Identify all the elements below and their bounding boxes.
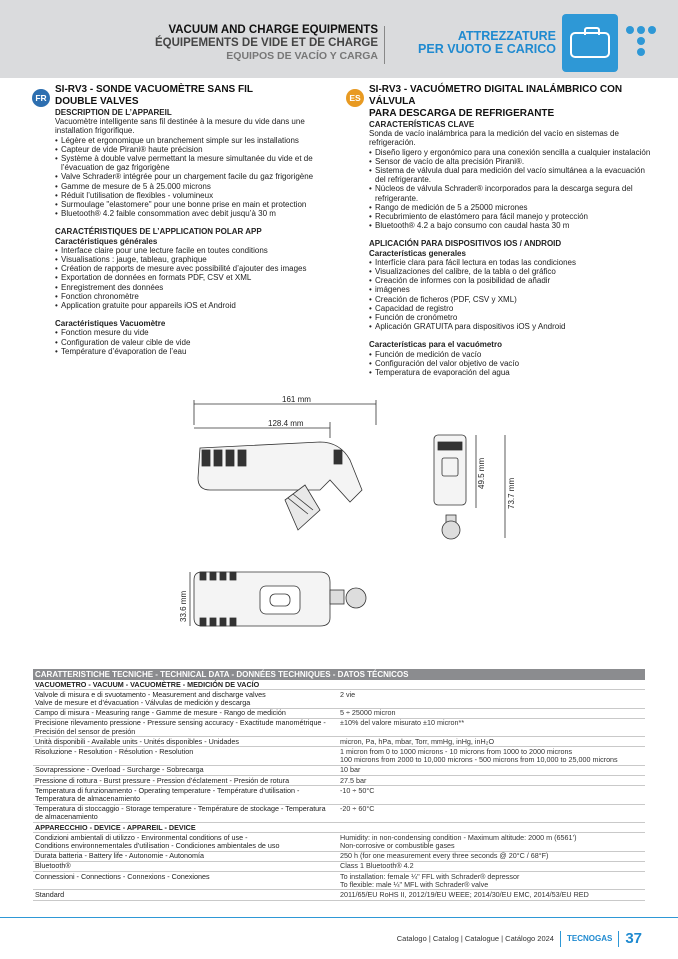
list-item: • Función de medición de vacío <box>369 350 657 359</box>
table-value: 1 micron from 0 to 1000 microns - 10 microns from 1000 to 2000 microns 100 microns from 2000 to 10,000 microns - 500 microns from 10,000 to 25,000 microns <box>340 746 618 765</box>
device-connector <box>285 485 320 530</box>
fr-subheading-general: Caractéristiques générales <box>55 236 158 246</box>
device-top-knob <box>346 588 366 608</box>
table-row <box>33 776 645 786</box>
table-value: 250 h (for one measurement every three seconds @ 20°C / 68°F) <box>340 851 549 861</box>
table-value: micron, Pa, hPa, mbar, Torr, mmHg, inHg, inH₂O <box>340 736 495 746</box>
es-intro: Sonda de vacío inalámbrica para la medición del vacío en sistemas de refrigeración. <box>369 129 619 148</box>
fr-heading-app: CARACTÉRISTIQUES DE L’APPLICATION POLAR APP <box>55 227 262 237</box>
list-item: • Interfície clara para fácil lectura en todas las condiciones <box>369 258 657 267</box>
table-value: 2 vie <box>340 689 356 699</box>
list-item: • Interface claire pour une lecture facile en toutes conditions <box>55 246 333 255</box>
list-item: • Visualisations : jauge, tableau, graphique <box>55 255 333 264</box>
list-item: • Función de cronómetro <box>369 313 657 322</box>
dim-label-73: 73.7 mm <box>507 477 516 509</box>
fr-title-line1: SI-RV3 - SONDE VACUOMÈTRE SANS FIL <box>55 84 253 95</box>
list-item: • Fonction chronomètre <box>55 292 333 301</box>
table-body <box>33 680 645 901</box>
device-top-button <box>260 586 300 614</box>
table-row <box>33 690 645 708</box>
es-feature-list <box>369 148 657 231</box>
table-value: -20 ÷ 60°C <box>340 804 375 814</box>
list-item: • Bluetooth® 4.2 a bajo consumo con caudal hasta 30 m <box>369 221 657 230</box>
fr-language-badge: FR <box>32 89 50 107</box>
list-item: • Exportation de données en formats PDF, CSV et XML <box>55 273 333 282</box>
brand-dots-icon <box>626 26 666 66</box>
list-item: • Aplicación GRATUITA para dispositivos iOS y Android <box>369 322 657 331</box>
table-key: Temperatura di funzionamento - Operating temperature - Température d’utilisation - Temperatura de almacenamiento <box>35 785 300 803</box>
product-technical-drawing <box>180 390 550 650</box>
page-number: 37 <box>625 930 642 947</box>
table-key: Valvole di misura e di svuotamento - Measurement and discharge valves Valve de mesure et d’évacuation - Válvulas de medición y descarga <box>35 689 266 707</box>
footer-catalog: Catalogo | Catalog | Catalogue | Catálogo 2024 <box>396 934 554 943</box>
dim-label-33: 33.6 mm <box>179 590 188 622</box>
es-heading-app: APLICACIÓN PARA DISPOSITIVOS IOS / ANDROID <box>369 239 562 249</box>
table-row <box>33 833 645 851</box>
briefcase-icon <box>562 14 618 72</box>
list-item: • Système à double valve permettant la mesure simultanée du vide et de l’évacuation de gaz frigorigène <box>55 154 333 172</box>
es-app-list <box>369 258 657 332</box>
header-it-line2: PER VUOTO E CARICO <box>418 42 556 56</box>
table-value: -10 ÷ 50°C <box>340 785 375 795</box>
device-front-knob <box>442 521 460 539</box>
table-row <box>33 805 645 823</box>
table-row <box>33 890 645 900</box>
table-value: 2011/65/EU RoHS II, 2012/19/EU WEEE; 2014/30/EU EMC, 2014/53/EU RED <box>340 889 589 899</box>
es-subheading-general: Características generales <box>369 248 466 258</box>
list-item: • Temperatura de evaporación del agua <box>369 368 657 377</box>
list-item: • Capteur de vide Pirani® haute précision <box>55 145 333 154</box>
list-item: • Application gratuite pour appareils iOS et Android <box>55 301 333 310</box>
fr-app-list <box>55 246 333 310</box>
fr-intro: Vacuomètre intelligente sans fil destinée à la mesure du vide dans une installation frigorifique. <box>55 117 305 136</box>
table-group-row <box>33 680 645 690</box>
fr-title-line2: DOUBLE VALVES <box>55 96 139 107</box>
table-value: 10 bar <box>340 765 361 775</box>
table-value: 5 ÷ 25000 micron <box>340 708 396 718</box>
table-key: Temperatura di stoccaggio - Storage temperature - Température de stockage - Temperatura de almacenamiento <box>35 804 326 822</box>
header-it-line1: ATTREZZATURE <box>457 29 556 43</box>
list-item: • Creación de ficheros (PDF, CSV y XML) <box>369 295 657 304</box>
fr-section <box>33 84 333 356</box>
es-vacuum-list <box>369 350 657 378</box>
header-divider <box>384 26 385 64</box>
list-item: • Enregistrement des données <box>55 283 333 292</box>
list-item: • Capacidad de registro <box>369 304 657 313</box>
list-item: • Rango de medición de 5 a 25000 micrones <box>369 203 657 212</box>
fr-title <box>33 84 333 108</box>
list-item: • Núcleos de válvula Schrader® incorporados para la descarga segura del refrigerante. <box>369 184 657 202</box>
table-key: APPARECCHIO - DEVICE - APPAREIL - DEVICE <box>35 822 196 832</box>
list-item: • Diseño ligero y ergonómico para una conexión sencilla a cualquier instalación <box>369 148 657 157</box>
fr-vacuum-list <box>55 328 333 356</box>
table-value: Humidity: in non-condensing condition - Maximum altitude: 2000 m (6561’) Non-corrosive or combustible gases <box>340 832 577 850</box>
list-item: • Fonction mesure du vide <box>55 328 333 337</box>
dim-label-128: 128.4 mm <box>268 419 304 428</box>
es-section <box>352 84 657 377</box>
fr-body <box>33 108 333 356</box>
table-key: Standard <box>35 889 65 899</box>
table-row <box>33 766 645 776</box>
footer-separator <box>560 931 561 947</box>
page-footer <box>397 930 642 947</box>
footer-divider <box>0 917 678 918</box>
list-item: • Sensor de vacío de alta precisión Pirani®. <box>369 157 657 166</box>
table-key: Campo di misura - Measuring range - Gamme de mesure - Rango de medición <box>35 708 286 718</box>
table-row <box>33 719 645 737</box>
list-item: • Sistema de válvula dual para medición del vacío simultánea a la evacuación del refrigerante. <box>369 166 657 184</box>
es-heading-features: CARACTERÍSTICAS CLAVE <box>369 120 475 129</box>
fr-subheading-vacuum: Caractéristiques Vacuomètre <box>55 319 166 329</box>
table-key: Bluetooth® <box>35 861 71 871</box>
list-item: • Gamme de mesure de 5 à 25.000 microns <box>55 182 333 191</box>
table-row <box>33 747 645 765</box>
table-key: Precisione rilevamento pressione - Pressure sensing accuracy - Exactitude manométrique - Precisión del sensor de presión <box>35 718 326 736</box>
list-item: • Bluetooth® 4.2 faible consommation avec debit jusqu’à 30 m <box>55 209 333 218</box>
list-item: • Température d’évaporation de l’eau <box>55 347 333 356</box>
list-item: • Réduit l’utilisation de flexibles - volumineux <box>55 191 333 200</box>
table-key: VACUOMETRO - VACUUM - VACUOMÈTRE - MEDICIÓN DE VACÍO <box>35 679 260 689</box>
dim-label-49: 49.5 mm <box>477 457 486 489</box>
header-title-es: EQUIPOS DE VACÍO Y CARGA <box>226 50 378 62</box>
table-value: To installation: female ¼" FFL with Schrader® depressor To flexible: male ¼" MFL with Schrader® valve <box>340 871 520 889</box>
device-vent-1 <box>202 450 210 466</box>
table-key: Condizioni ambientali di utilizzo - Environmental conditions of use - Conditions environnementales d’utilisation - Condiciones ambientales de uso <box>35 832 280 850</box>
table-row <box>33 862 645 872</box>
table-value: 27.5 bar <box>340 775 367 785</box>
table-row <box>33 737 645 747</box>
footer-separator-2 <box>618 931 619 947</box>
list-item: • Légère et ergonomique un branchement simple sur les installations <box>55 136 333 145</box>
table-key: Connessioni - Connections - Connexions - Conexiones <box>35 871 210 881</box>
list-item: • Valve Schrader® intégrée pour un chargement facile du gaz frigorigène <box>55 172 333 181</box>
table-key: Pressione di rottura - Burst pressure - Pression d’éclatement - Presión de rotura <box>35 775 290 785</box>
list-item: • Création de rapports de mesure avec possibilité d’ajouter des images <box>55 264 333 273</box>
table-row <box>33 786 645 804</box>
header-titles <box>155 24 378 63</box>
list-item: • Configuration de valeur cible de vide <box>55 338 333 347</box>
list-item: • Configuración del valor objetivo de vacío <box>369 359 657 368</box>
fr-heading-description: DESCRIPTION DE L’APPAREIL <box>55 108 172 117</box>
footer-brand: TECNOGAS <box>566 934 613 943</box>
table-group-row <box>33 823 645 833</box>
es-subheading-vacuum: Características para el vacuómetro <box>369 340 502 350</box>
table-value: ±10% del valore misurato ±10 micron** <box>340 718 465 728</box>
list-item: • Recubrimiento de elastómero para fácil manejo y protección <box>369 212 657 221</box>
table-key: Risoluzione - Resolution - Résolution - Resolution <box>35 746 194 756</box>
list-item: • imágenes <box>369 285 657 294</box>
list-item: • Creación de informes con la posibilidad de añadir <box>369 276 657 285</box>
table-key: Unità disponibili - Available units - Unités disponibles - Unidades <box>35 736 240 746</box>
table-value: Class 1 Bluetooth® 4.2 <box>340 861 414 871</box>
table-key: Durata batteria - Battery life - Autonomie - Autonomía <box>35 851 204 861</box>
header-title-en: VACUUM AND CHARGE EQUIPMENTS <box>168 24 378 36</box>
list-item: • Visualizaciones del calibre, de la tabla o del gráfico <box>369 267 657 276</box>
table-row <box>33 872 645 890</box>
list-item: • Surmoulage "elastomere" pour une bonne prise en main et protection <box>55 200 333 209</box>
es-body <box>352 120 657 377</box>
es-title-line1: SI-RV3 - VACUÓMETRO DIGITAL INALÁMBRICO CON VÁLVULA <box>369 84 623 107</box>
table-row <box>33 709 645 719</box>
es-language-badge: ES <box>346 89 364 107</box>
table-key: Sovrapressione - Overload - Surcharge - Sobrecarga <box>35 765 204 775</box>
table-title: CARATTERISTICHE TECNICHE - TECHNICAL DATA - DONNÉES TECHNIQUES - DATOS TÉCNICOS <box>33 669 645 680</box>
fr-feature-list <box>55 136 333 219</box>
es-title <box>352 84 657 120</box>
table-row <box>33 852 645 862</box>
page-header <box>0 0 678 78</box>
es-title-line2: PARA DESCARGA DE REFRIGERANTE <box>369 108 555 119</box>
header-title-it <box>392 30 556 56</box>
technical-data-table <box>33 669 645 901</box>
dim-label-161: 161 mm <box>282 395 311 404</box>
header-title-fr: ÉQUIPEMENTS DE VIDE ET DE CHARGE <box>154 37 378 49</box>
